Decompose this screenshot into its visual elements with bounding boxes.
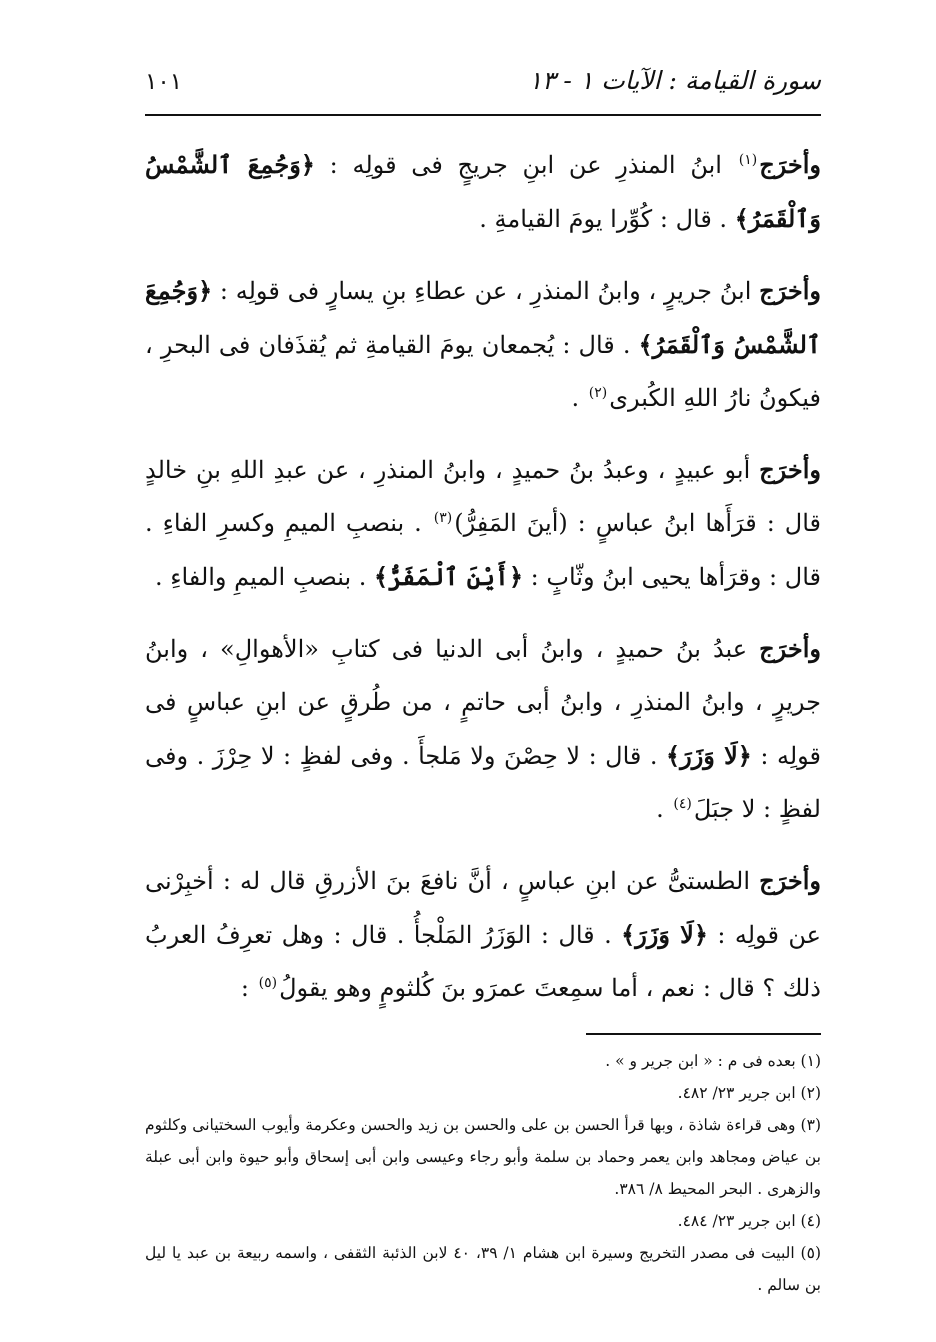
footnote-2: (٢) ابن جرير ٢٣/ ٤٨٢. xyxy=(677,1084,821,1102)
quran-quote: ﴿وَجُمِعَ ٱلشَّمْسُ وَٱلْقَمَرُ﴾ xyxy=(145,276,821,359)
running-header xyxy=(145,66,821,108)
footnote-ref: (٢) xyxy=(588,385,608,401)
paragraph-2 xyxy=(145,264,821,425)
lead-word: وأخرَج xyxy=(759,150,822,179)
footnote-3: (٣) وهى قراءة شاذة ، وبها قرأ الحسن بن على والحسن بن زيد والحسن وعكرمة وأيوب السختيانى وكلثوم بن عياض ومجاهد وابن يعمر وحماد بن سلمة وأبو رجاء وعيسى وابن أبى إسحاق وأبو حيوة وابن أبى عبلة والزهرى . البحر المحيط ٨/ ٣٨٦. xyxy=(145,1116,821,1198)
footnote-ref: (٥) xyxy=(258,975,278,991)
main-text xyxy=(145,138,821,1015)
footnote-rule xyxy=(586,1033,821,1035)
footnote-ref: (٣) xyxy=(433,510,453,526)
paragraph-text: الطستىُّ عن ابنِ عباسٍ ، أنَّ نافعَ بنَ الأزرقِ قال له : أخبِرْنى عن قولِه : xyxy=(145,867,821,949)
footnote-ref: (١) xyxy=(738,152,758,168)
lead-word: وأخرَج xyxy=(759,866,821,895)
paragraph-tail: . قال : كُوِّرا يومَ القيامةِ . xyxy=(479,205,728,233)
paragraph-1 xyxy=(145,138,821,246)
quran-quote: ﴿أَيْنَ ٱلْمَفَرُّ﴾ xyxy=(374,562,524,591)
footnote-1: (١) بعده فى م : « ابن جرير و » . xyxy=(605,1052,821,1070)
paragraph-3 xyxy=(145,443,821,604)
paragraph-tail: . قال : لا حِصْنَ ولا مَلجأَ . وفى لفظٍ : لا حِرْزَ . وفى لفظٍ : لا جبَلَ xyxy=(145,742,821,823)
paragraph-end: . xyxy=(571,384,580,412)
page-number: ١٠١ xyxy=(145,69,183,95)
lead-word: وأخرَج xyxy=(759,276,821,305)
paragraph-mid: . بنصبِ الميمِ وكسرِ الفاءِ . قال : وقرَأها يحيى ابنُ وثّابٍ : xyxy=(145,509,821,591)
paragraph-4 xyxy=(145,622,821,836)
footnotes xyxy=(145,1045,821,1301)
footnote-4: (٤) ابن جرير ٢٣/ ٤٨٤. xyxy=(677,1212,821,1230)
lead-word: وأخرَج xyxy=(759,634,821,663)
paragraph-tail: . قال : يُجمعان يومَ القيامةِ ثم يُقذَفان فى البحرِ ، فيكونُ نارُ اللهِ الكُبرى xyxy=(145,331,821,412)
lead-word: وأخرَج xyxy=(759,455,821,484)
paragraph-text: ابنُ المنذرِ عن ابنِ جريجٍ فى قولِه : xyxy=(329,151,722,179)
footnote-ref: (٤) xyxy=(673,796,692,812)
footnote-5: (٥) البيت فى مصدر التخريج وسيرة ابن هشام ١/ ٣٩، ٤٠ لابن الذئبة الثقفى ، واسمه ربيعة بن عبد يا ليل بن سالم . xyxy=(145,1244,821,1294)
header-title: سورة القيامة : الآيات ١ - ١٣ xyxy=(528,66,821,95)
paragraph-text: عبدُ بنُ حميدٍ ، وابنُ أبى الدنيا فى كتابِ «الأهوالِ» ، وابنُ جريرٍ ، وابنُ المنذرِ ، وابنُ أبى حاتمٍ ، من طُرقٍ عن ابنِ عباسٍ فى قولِه : xyxy=(145,635,822,770)
paragraph-tail: . قال : الوَزَرُ المَلْجأُ . قال : وهل تعرِفُ العربُ ذلك ؟ قال : نعم ، أما سمِعتَ عمرَو بنَ كُلثومٍ وهو يقولُ xyxy=(145,921,821,1002)
paragraph-tail: . بنصبِ الميمِ والفاءِ . xyxy=(154,563,367,591)
page xyxy=(145,66,821,1301)
quran-quote: ﴿لَا وَزَرَ﴾ xyxy=(666,741,752,770)
quran-quote: ﴿وَجُمِعَ ٱلشَّمْسُ وَٱلْقَمَرُ﴾ xyxy=(145,150,821,233)
quran-quote: ﴿لَا وَزَرَ﴾ xyxy=(621,920,708,949)
paragraph-text: أبو عبيدٍ ، وعبدُ بنُ حميدٍ ، وابنُ المنذرِ ، عن عبدِ اللهِ بنِ خالدٍ قال : قرَأَها ابنُ عباسٍ : (أينَ المَفِرُّ) xyxy=(145,456,821,537)
header-rule xyxy=(145,114,821,116)
paragraph-end: . xyxy=(656,795,664,823)
paragraph-5 xyxy=(145,854,821,1015)
paragraph-end: : xyxy=(240,974,249,1002)
paragraph-text: ابنُ جريرٍ ، وابنُ المنذرِ ، عن عطاءِ بنِ يسارٍ فى قولِه : xyxy=(219,277,752,305)
